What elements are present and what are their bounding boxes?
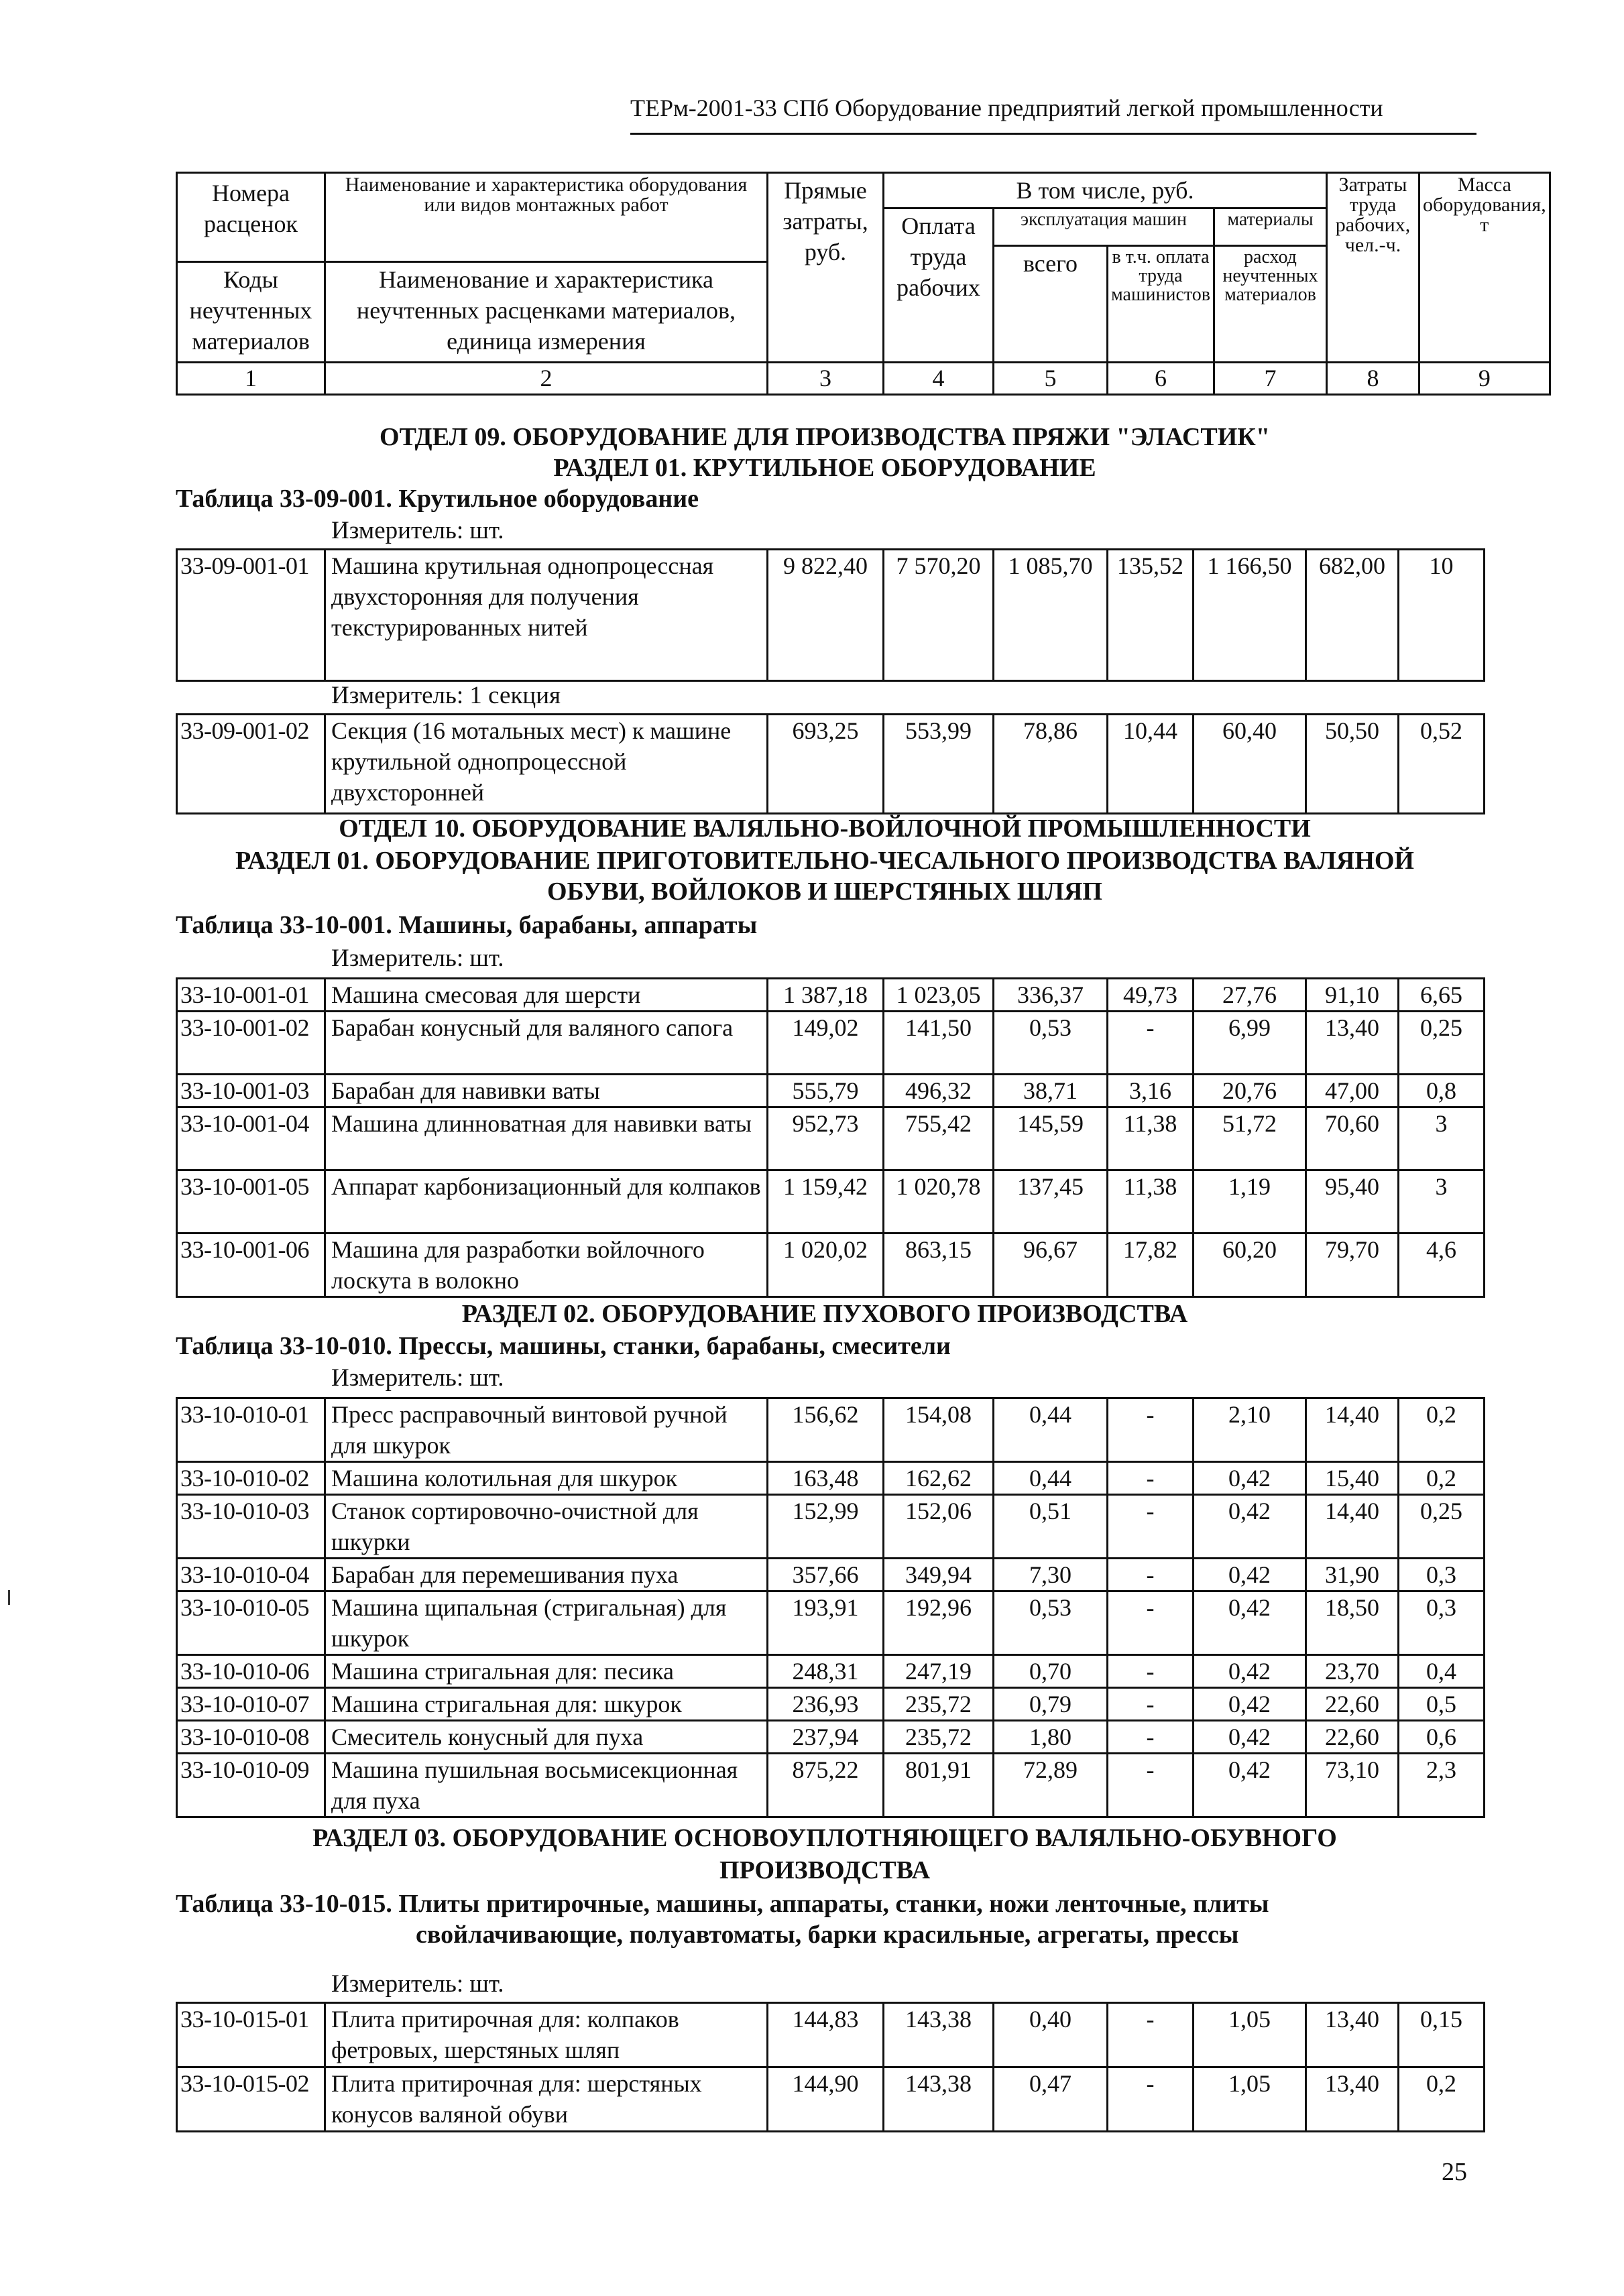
- materials-value: 20,76: [1194, 1075, 1306, 1107]
- materials-value: 1,19: [1194, 1170, 1306, 1233]
- machine-wages-value: 11,38: [1108, 1107, 1194, 1170]
- section-heading: РАЗДЕЛ 02. ОБОРУДОВАНИЕ ПУХОВОГО ПРОИЗВОДСТВА: [461, 1300, 1188, 1328]
- column-number: 9: [1419, 363, 1550, 395]
- machine-total-value: 0,44: [994, 1462, 1108, 1495]
- rate-code: 33-10-010-05: [177, 1591, 325, 1655]
- wages-value: 192,96: [884, 1591, 994, 1655]
- wages-value: 235,72: [884, 1721, 994, 1754]
- rates-table: [176, 548, 1485, 682]
- wages-value: 162,62: [884, 1462, 994, 1495]
- machine-wages-value: -: [1108, 1721, 1194, 1754]
- materials-value: 0,42: [1194, 1462, 1306, 1495]
- table-title: Таблица 33-10-010. Прессы, машины, станки, барабаны, смесители: [176, 1332, 951, 1360]
- machine-total-value: 0,70: [994, 1655, 1108, 1688]
- machine-wages-value: 135,52: [1108, 550, 1194, 681]
- rate-code: 33-10-010-06: [177, 1655, 325, 1688]
- table-row: [177, 1107, 1485, 1170]
- rate-name: Машина пушильная восьмисекционная для пуха: [325, 1754, 768, 1817]
- rate-name: Машина стригальная для: песика: [325, 1655, 768, 1688]
- mass-value: 0,6: [1399, 1721, 1485, 1754]
- header-direct-costs: Прямые затраты, руб.: [768, 173, 884, 363]
- machine-wages-value: 3,16: [1108, 1075, 1194, 1107]
- rate-code: 33-09-001-02: [177, 715, 325, 814]
- direct-costs-value: 156,62: [768, 1398, 884, 1462]
- direct-costs-value: 144,90: [768, 2067, 884, 2132]
- table-row: [177, 550, 1485, 681]
- materials-value: 1,05: [1194, 2067, 1306, 2132]
- table-row: [177, 1655, 1485, 1688]
- rates-table: [176, 1397, 1485, 1818]
- rate-name: Станок сортировочно-очистной для шкурки: [325, 1495, 768, 1559]
- rate-name: Машина крутильная однопроцессная двухсторонняя для получения текстурированных нитей: [325, 550, 768, 681]
- machine-total-value: 0,44: [994, 1398, 1108, 1462]
- rate-name: Смеситель конусный для пуха: [325, 1721, 768, 1754]
- table-row: [177, 1754, 1485, 1817]
- direct-costs-value: 248,31: [768, 1655, 884, 1688]
- rate-name: Аппарат карбонизационный для колпаков: [325, 1170, 768, 1233]
- direct-costs-value: 9 822,40: [768, 550, 884, 681]
- header-unaccounted-name: Наименование и характеристика неучтенных расценками материалов, единица измерения: [325, 262, 768, 363]
- direct-costs-value: 163,48: [768, 1462, 884, 1495]
- wages-value: 7 570,20: [884, 550, 994, 681]
- mass-value: 0,2: [1399, 1462, 1485, 1495]
- machine-wages-value: -: [1108, 1655, 1194, 1688]
- header-mass: Масса оборудования, т: [1419, 173, 1550, 363]
- rate-code: 33-10-001-01: [177, 979, 325, 1012]
- rate-name: Машина для разработки войлочного лоскута в волокно: [325, 1233, 768, 1297]
- labor-value: 95,40: [1306, 1170, 1399, 1233]
- rate-code: 33-10-015-02: [177, 2067, 325, 2132]
- direct-costs-value: 237,94: [768, 1721, 884, 1754]
- wages-value: 349,94: [884, 1559, 994, 1591]
- header-machine-operation: эксплуатация машин: [994, 208, 1214, 246]
- machine-wages-value: -: [1108, 1591, 1194, 1655]
- labor-value: 13,40: [1306, 2003, 1399, 2067]
- labor-value: 23,70: [1306, 1655, 1399, 1688]
- section-heading: РАЗДЕЛ 01. КРУТИЛЬНОЕ ОБОРУДОВАНИЕ: [553, 454, 1096, 482]
- machine-wages-value: -: [1108, 1495, 1194, 1559]
- table-row: [177, 1170, 1485, 1233]
- rate-code: 33-10-001-02: [177, 1012, 325, 1075]
- rate-code: 33-09-001-01: [177, 550, 325, 681]
- machine-wages-value: 17,82: [1108, 1233, 1194, 1297]
- labor-value: 682,00: [1306, 550, 1399, 681]
- machine-total-value: 96,67: [994, 1233, 1108, 1297]
- section-heading: РАЗДЕЛ 01. ОБОРУДОВАНИЕ ПРИГОТОВИТЕЛЬНО-ЧЕСАЛЬНОГО ПРОИЗВОДСТВА ВАЛЯНОЙ: [235, 847, 1414, 875]
- table-row: [177, 1075, 1485, 1107]
- wages-value: 1 020,78: [884, 1170, 994, 1233]
- mass-value: 3: [1399, 1107, 1485, 1170]
- header-labor: Затраты труда рабочих, чел.-ч.: [1326, 173, 1419, 363]
- machine-total-value: 0,53: [994, 1012, 1108, 1075]
- wages-value: 141,50: [884, 1012, 994, 1075]
- direct-costs-value: 236,93: [768, 1688, 884, 1721]
- mass-value: 6,65: [1399, 979, 1485, 1012]
- machine-total-value: 38,71: [994, 1075, 1108, 1107]
- materials-value: 0,42: [1194, 1559, 1306, 1591]
- labor-value: 22,60: [1306, 1721, 1399, 1754]
- direct-costs-value: 144,83: [768, 2003, 884, 2067]
- direct-costs-value: 1 159,42: [768, 1170, 884, 1233]
- table-title: Таблица 33-09-001. Крутильное оборудование: [176, 485, 699, 513]
- mass-value: 0,3: [1399, 1591, 1485, 1655]
- machine-wages-value: -: [1108, 2067, 1194, 2132]
- rate-code: 33-10-010-04: [177, 1559, 325, 1591]
- table-row: [177, 1495, 1485, 1559]
- machine-total-value: 1,80: [994, 1721, 1108, 1754]
- column-number: 4: [884, 363, 994, 395]
- labor-value: 73,10: [1306, 1754, 1399, 1817]
- header-name: Наименование и характеристика оборудования или видов монтажных работ: [325, 173, 768, 262]
- wages-value: 235,72: [884, 1688, 994, 1721]
- rate-name: Барабан конусный для валяного сапога: [325, 1012, 768, 1075]
- materials-value: 60,20: [1194, 1233, 1306, 1297]
- rate-name: Машина стригальная для: шкурок: [325, 1688, 768, 1721]
- materials-value: 0,42: [1194, 1721, 1306, 1754]
- mass-value: 0,52: [1399, 715, 1485, 814]
- machine-wages-value: -: [1108, 1559, 1194, 1591]
- materials-value: 1 166,50: [1194, 550, 1306, 681]
- wages-value: 152,06: [884, 1495, 994, 1559]
- table-title: свойлачивающие, полуавтоматы, барки красильные, агрегаты, прессы: [416, 1921, 1239, 1949]
- machine-wages-value: 11,38: [1108, 1170, 1194, 1233]
- materials-value: 60,40: [1194, 715, 1306, 814]
- materials-value: 6,99: [1194, 1012, 1306, 1075]
- header-total: всего: [994, 246, 1108, 363]
- header-wages: Оплата труда рабочих: [884, 208, 994, 363]
- mass-value: 2,3: [1399, 1754, 1485, 1817]
- section-heading: ПРОИЗВОДСТВА: [719, 1856, 931, 1884]
- mass-value: 0,15: [1399, 2003, 1485, 2067]
- machine-wages-value: -: [1108, 1398, 1194, 1462]
- wages-value: 553,99: [884, 715, 994, 814]
- rates-table: [176, 713, 1485, 814]
- column-number: 5: [994, 363, 1108, 395]
- rate-name: Пресс расправочный винтовой ручной для шкурок: [325, 1398, 768, 1462]
- column-number: 2: [325, 363, 768, 395]
- labor-value: 91,10: [1306, 979, 1399, 1012]
- machine-total-value: 1 085,70: [994, 550, 1108, 681]
- mass-value: 0,8: [1399, 1075, 1485, 1107]
- labor-value: 15,40: [1306, 1462, 1399, 1495]
- unit-label: Измеритель: шт.: [331, 1364, 504, 1392]
- wages-value: 801,91: [884, 1754, 994, 1817]
- mass-value: 0,2: [1399, 1398, 1485, 1462]
- rate-code: 33-10-010-02: [177, 1462, 325, 1495]
- rate-name: Машина колотильная для шкурок: [325, 1462, 768, 1495]
- materials-value: 51,72: [1194, 1107, 1306, 1170]
- section-heading: РАЗДЕЛ 03. ОБОРУДОВАНИЕ ОСНОВОУПЛОТНЯЮЩЕГО ВАЛЯЛЬНО-ОБУВНОГО: [312, 1824, 1337, 1852]
- materials-value: 0,42: [1194, 1688, 1306, 1721]
- labor-value: 14,40: [1306, 1398, 1399, 1462]
- machine-wages-value: -: [1108, 1688, 1194, 1721]
- direct-costs-value: 193,91: [768, 1591, 884, 1655]
- header-unaccounted-materials: расход неучтенных материалов: [1214, 246, 1326, 363]
- labor-value: 70,60: [1306, 1107, 1399, 1170]
- mass-value: 0,25: [1399, 1495, 1485, 1559]
- machine-total-value: 72,89: [994, 1754, 1108, 1817]
- mass-value: 0,2: [1399, 2067, 1485, 2132]
- table-row: [177, 1398, 1485, 1462]
- machine-wages-value: -: [1108, 1462, 1194, 1495]
- direct-costs-value: 152,99: [768, 1495, 884, 1559]
- rates-table: [176, 977, 1485, 1298]
- rate-code: 33-10-010-07: [177, 1688, 325, 1721]
- labor-value: 50,50: [1306, 715, 1399, 814]
- margin-mark: [8, 1590, 10, 1605]
- table-row: [177, 2067, 1485, 2132]
- table-row: [177, 979, 1485, 1012]
- table-row: [177, 1591, 1485, 1655]
- department-heading: ОТДЕЛ 09. ОБОРУДОВАНИЕ ДЛЯ ПРОИЗВОДСТВА ПРЯЖИ "ЭЛАСТИК": [380, 423, 1270, 451]
- header-numbers: Номера расценок: [177, 173, 325, 262]
- section-heading: ОБУВИ, ВОЙЛОКОВ И ШЕРСТЯНЫХ ШЛЯП: [547, 878, 1102, 906]
- table-row: [177, 715, 1485, 814]
- rate-code: 33-10-010-03: [177, 1495, 325, 1559]
- rate-name: Плита притирочная для: шерстяных конусов валяной обуви: [325, 2067, 768, 2132]
- labor-value: 79,70: [1306, 1233, 1399, 1297]
- unit-label: Измеритель: шт.: [331, 945, 504, 972]
- table-row: [177, 1012, 1485, 1075]
- wages-value: 496,32: [884, 1075, 994, 1107]
- direct-costs-value: 357,66: [768, 1559, 884, 1591]
- column-number: 6: [1108, 363, 1214, 395]
- table-row: [177, 1233, 1485, 1297]
- table-title: Таблица 33-10-015. Плиты притирочные, машины, аппараты, станки, ножи ленточные, плиты: [176, 1890, 1269, 1918]
- direct-costs-value: 1 020,02: [768, 1233, 884, 1297]
- wages-value: 143,38: [884, 2003, 994, 2067]
- rate-name: Машина смесовая для шерсти: [325, 979, 768, 1012]
- rate-name: Плита притирочная для: колпаков фетровых, шерстяных шляп: [325, 2003, 768, 2067]
- table-row: [177, 1688, 1485, 1721]
- department-heading: ОТДЕЛ 10. ОБОРУДОВАНИЕ ВАЛЯЛЬНО-ВОЙЛОЧНОЙ ПРОМЫШЛЕННОСТИ: [339, 814, 1311, 843]
- machine-total-value: 78,86: [994, 715, 1108, 814]
- column-header-table: [176, 172, 1551, 396]
- header-including: В том числе, руб.: [884, 173, 1327, 208]
- wages-value: 247,19: [884, 1655, 994, 1688]
- rates-table: [176, 2002, 1485, 2132]
- rate-name: Секция (16 мотальных мест) к машине крутильной однопроцессной двухсторонней: [325, 715, 768, 814]
- wages-value: 143,38: [884, 2067, 994, 2132]
- header-codes: Коды неучтенных материалов: [177, 262, 325, 363]
- direct-costs-value: 1 387,18: [768, 979, 884, 1012]
- labor-value: 31,90: [1306, 1559, 1399, 1591]
- rate-name: Машина щипальная (стригальная) для шкурок: [325, 1591, 768, 1655]
- rate-name: Барабан для навивки ваты: [325, 1075, 768, 1107]
- materials-value: 0,42: [1194, 1495, 1306, 1559]
- materials-value: 2,10: [1194, 1398, 1306, 1462]
- machine-total-value: 7,30: [994, 1559, 1108, 1591]
- table-row: [177, 1462, 1485, 1495]
- table-row: [177, 2003, 1485, 2067]
- unit-label: Измеритель: шт.: [331, 1970, 504, 1998]
- column-number: 1: [177, 363, 325, 395]
- mass-value: 4,6: [1399, 1233, 1485, 1297]
- mass-value: 0,3: [1399, 1559, 1485, 1591]
- labor-value: 18,50: [1306, 1591, 1399, 1655]
- machine-total-value: 145,59: [994, 1107, 1108, 1170]
- column-number: 7: [1214, 363, 1326, 395]
- labor-value: 13,40: [1306, 2067, 1399, 2132]
- table-row: [177, 1559, 1485, 1591]
- mass-value: 10: [1399, 550, 1485, 681]
- column-number: 3: [768, 363, 884, 395]
- header-materials: материалы: [1214, 208, 1326, 246]
- machine-total-value: 0,51: [994, 1495, 1108, 1559]
- rate-name: Барабан для перемешивания пуха: [325, 1559, 768, 1591]
- materials-value: 0,42: [1194, 1655, 1306, 1688]
- wages-value: 755,42: [884, 1107, 994, 1170]
- rate-code: 33-10-001-05: [177, 1170, 325, 1233]
- machine-total-value: 0,47: [994, 2067, 1108, 2132]
- column-number: 8: [1326, 363, 1419, 395]
- rate-code: 33-10-015-01: [177, 2003, 325, 2067]
- mass-value: 0,25: [1399, 1012, 1485, 1075]
- materials-value: 0,42: [1194, 1754, 1306, 1817]
- direct-costs-value: 555,79: [768, 1075, 884, 1107]
- header-incl-wages: в т.ч. оплата труда машинистов: [1108, 246, 1214, 363]
- machine-wages-value: -: [1108, 1012, 1194, 1075]
- direct-costs-value: 693,25: [768, 715, 884, 814]
- machine-wages-value: 49,73: [1108, 979, 1194, 1012]
- machine-total-value: 0,79: [994, 1688, 1108, 1721]
- header-rule: [630, 133, 1476, 135]
- machine-wages-value: -: [1108, 1754, 1194, 1817]
- machine-total-value: 0,40: [994, 2003, 1108, 2067]
- mass-value: 0,4: [1399, 1655, 1485, 1688]
- wages-value: 1 023,05: [884, 979, 994, 1012]
- machine-wages-value: 10,44: [1108, 715, 1194, 814]
- rate-code: 33-10-001-06: [177, 1233, 325, 1297]
- rate-code: 33-10-001-04: [177, 1107, 325, 1170]
- direct-costs-value: 952,73: [768, 1107, 884, 1170]
- labor-value: 47,00: [1306, 1075, 1399, 1107]
- wages-value: 154,08: [884, 1398, 994, 1462]
- machine-total-value: 137,45: [994, 1170, 1108, 1233]
- rate-name: Машина длинноватная для навивки ваты: [325, 1107, 768, 1170]
- rate-code: 33-10-010-09: [177, 1754, 325, 1817]
- table-row: [177, 1721, 1485, 1754]
- wages-value: 863,15: [884, 1233, 994, 1297]
- materials-value: 1,05: [1194, 2003, 1306, 2067]
- table-title: Таблица 33-10-001. Машины, барабаны, аппараты: [176, 911, 758, 939]
- machine-total-value: 0,53: [994, 1591, 1108, 1655]
- machine-wages-value: -: [1108, 2003, 1194, 2067]
- labor-value: 22,60: [1306, 1688, 1399, 1721]
- rate-code: 33-10-010-08: [177, 1721, 325, 1754]
- machine-total-value: 336,37: [994, 979, 1108, 1012]
- rate-code: 33-10-010-01: [177, 1398, 325, 1462]
- direct-costs-value: 149,02: [768, 1012, 884, 1075]
- materials-value: 0,42: [1194, 1591, 1306, 1655]
- running-header: ТЕРм-2001-33 СПб Оборудование предприятий легкой промышленности: [630, 95, 1383, 121]
- mass-value: 0,5: [1399, 1688, 1485, 1721]
- unit-label: Измеритель: 1 секция: [331, 682, 561, 709]
- labor-value: 13,40: [1306, 1012, 1399, 1075]
- mass-value: 3: [1399, 1170, 1485, 1233]
- page-number: 25: [1442, 2158, 1467, 2186]
- direct-costs-value: 875,22: [768, 1754, 884, 1817]
- materials-value: 27,76: [1194, 979, 1306, 1012]
- labor-value: 14,40: [1306, 1495, 1399, 1559]
- rate-code: 33-10-001-03: [177, 1075, 325, 1107]
- unit-label: Измеритель: шт.: [331, 517, 504, 544]
